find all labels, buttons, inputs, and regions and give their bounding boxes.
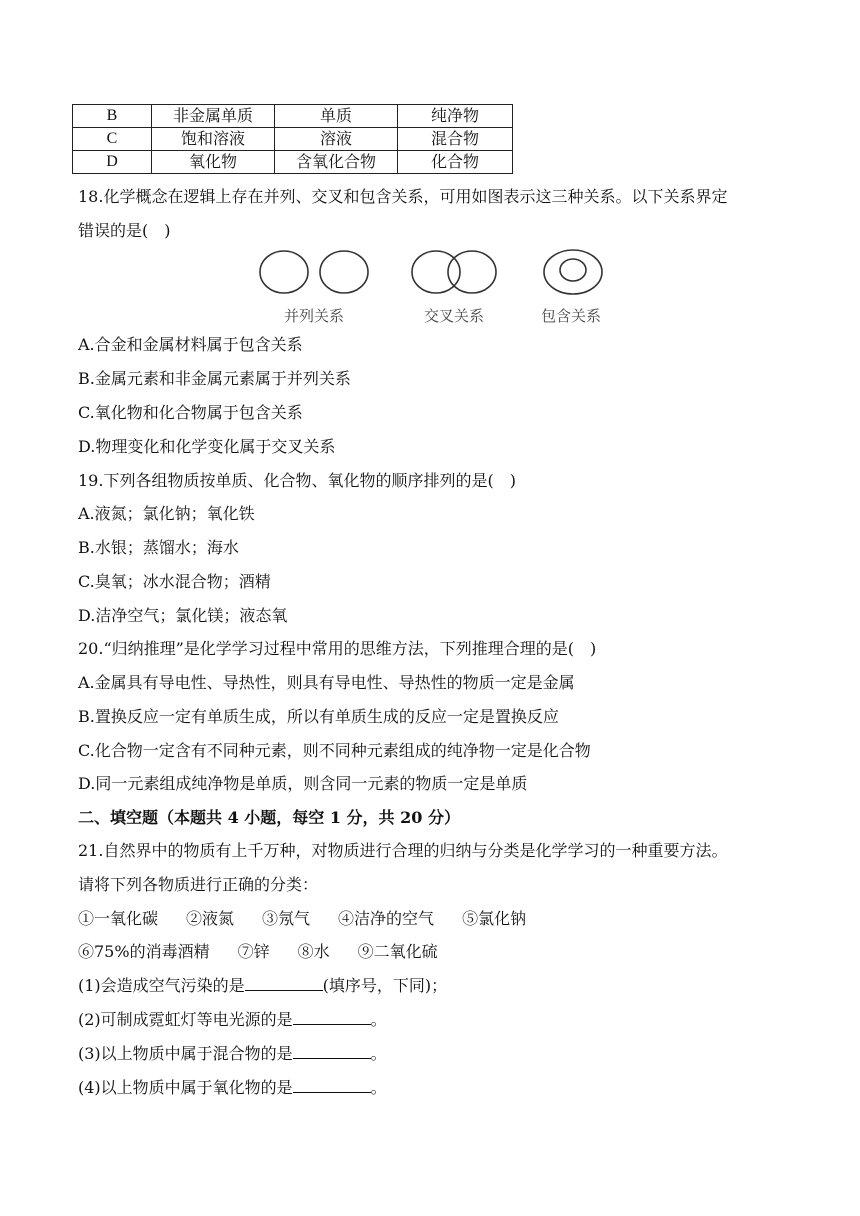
table-cell: 纯净物 xyxy=(398,105,513,128)
table-cell: 单质 xyxy=(275,105,398,128)
q19-option-c: C.臭氧；冰水混合物；酒精 xyxy=(78,572,271,591)
q20-option-d: D.同一元素组成纯净物是单质，则含同一元素的物质一定是单质 xyxy=(78,774,528,793)
sub2-prefix: (2)可制成霓虹灯等电光源的是 xyxy=(78,1010,293,1029)
list-item: ②液氮 xyxy=(186,909,235,928)
table-cell: B xyxy=(73,105,152,128)
table-cell: 氧化物 xyxy=(152,151,275,174)
list-item: ⑨二氧化硫 xyxy=(357,942,438,961)
relation-diagram xyxy=(250,244,610,328)
list-item: ③氖气 xyxy=(262,909,311,928)
answer-blank-2[interactable] xyxy=(293,1010,371,1025)
q18-stem-line2: 错误的是( ) xyxy=(78,221,171,240)
answer-blank-1[interactable] xyxy=(245,976,323,991)
answer-blank-4[interactable] xyxy=(293,1078,371,1093)
contain-label: 包含关系 xyxy=(540,307,602,325)
q20-option-a: A.金属具有导电性、导热性，则具有导电性、导热性的物质一定是金属 xyxy=(78,673,575,692)
sub3-suffix: 。 xyxy=(370,1044,387,1063)
list-item: ①一氧化碳 xyxy=(78,909,159,928)
q18-option-a: A.合金和金属材料属于包含关系 xyxy=(78,335,303,354)
q19-stem: 19.下列各组物质按单质、化合物、氧化物的顺序排列的是( ) xyxy=(78,471,516,490)
table-row xyxy=(73,105,513,128)
options-table xyxy=(72,104,513,174)
q18-option-c: C.氧化物和化合物属于包含关系 xyxy=(78,403,303,422)
table-cell: D xyxy=(73,151,152,174)
table-row xyxy=(73,128,513,151)
table-cell: C xyxy=(73,128,152,151)
table-cell: 混合物 xyxy=(398,128,513,151)
q21-stem-line1: 21.自然界中的物质有上千万种，对物质进行合理的归纳与分类是化学学习的一种重要方法。 xyxy=(78,841,728,860)
table-cell: 非金属单质 xyxy=(152,105,275,128)
parallel-circle-right xyxy=(320,251,368,293)
table-row xyxy=(73,151,513,174)
q19-option-b: B.水银；蒸馏水；海水 xyxy=(78,538,239,557)
list-item: ⑥75%的消毒酒精 xyxy=(78,942,210,961)
q18-option-b: B.金属元素和非金属元素属于并列关系 xyxy=(78,369,351,388)
parallel-label: 并列关系 xyxy=(283,307,345,325)
q21-sub1 xyxy=(78,975,447,997)
q18-stem-line1: 18.化学概念在逻辑上存在并列、交叉和包含关系，可用如图表示这三种关系。以下关系界定 xyxy=(78,187,728,206)
q21-sub3 xyxy=(78,1043,387,1065)
sub3-prefix: (3)以上物质中属于混合物的是 xyxy=(78,1044,293,1063)
table-cell: 饱和溶液 xyxy=(152,128,275,151)
q19-option-a: A.液氮；氯化钠；氧化铁 xyxy=(78,504,255,523)
parallel-circle-left xyxy=(260,251,308,293)
cross-circle-right xyxy=(448,251,496,293)
sub1-prefix: (1)会造成空气污染的是 xyxy=(78,976,245,995)
cross-circle-left xyxy=(412,251,460,293)
q18-option-d: D.物理变化和化学变化属于交叉关系 xyxy=(78,437,336,456)
q19-option-d: D.洁净空气；氯化镁；液态氧 xyxy=(78,606,288,625)
list-item: ⑤氯化钠 xyxy=(462,909,527,928)
list-item: ⑧水 xyxy=(297,942,330,961)
q20-stem: 20.“归纳推理”是化学学习过程中常用的思维方法，下列推理合理的是( ) xyxy=(78,639,597,658)
sub2-suffix: 。 xyxy=(370,1010,387,1029)
q21-sub4 xyxy=(78,1077,387,1099)
list-item: ④洁净的空气 xyxy=(338,909,435,928)
q20-option-c: C.化合物一定含有不同种元素，则不同种元素组成的纯净物一定是化合物 xyxy=(78,741,591,760)
answer-blank-3[interactable] xyxy=(293,1044,371,1059)
sub4-suffix: 。 xyxy=(370,1078,387,1097)
q21-items-row2 xyxy=(78,941,438,963)
contain-circle-inner xyxy=(560,259,586,281)
cross-label: 交叉关系 xyxy=(423,307,485,325)
q21-items-row1 xyxy=(78,908,526,930)
table-cell: 化合物 xyxy=(398,151,513,174)
q21-stem-line2: 请将下列各物质进行正确的分类： xyxy=(78,875,319,894)
q21-sub2 xyxy=(78,1009,387,1031)
contain-circle-outer xyxy=(544,250,602,294)
section-title: 二、填空题（本题共 4 小题，每空 1 分，共 20 分） xyxy=(78,808,460,827)
table-cell: 含氧化合物 xyxy=(275,151,398,174)
sub4-prefix: (4)以上物质中属于氧化物的是 xyxy=(78,1078,293,1097)
list-item: ⑦锌 xyxy=(237,942,270,961)
sub1-suffix: (填序号，下同)； xyxy=(322,976,448,995)
table-cell: 溶液 xyxy=(275,128,398,151)
q20-option-b: B.置换反应一定有单质生成，所以有单质生成的反应一定是置换反应 xyxy=(78,707,559,726)
